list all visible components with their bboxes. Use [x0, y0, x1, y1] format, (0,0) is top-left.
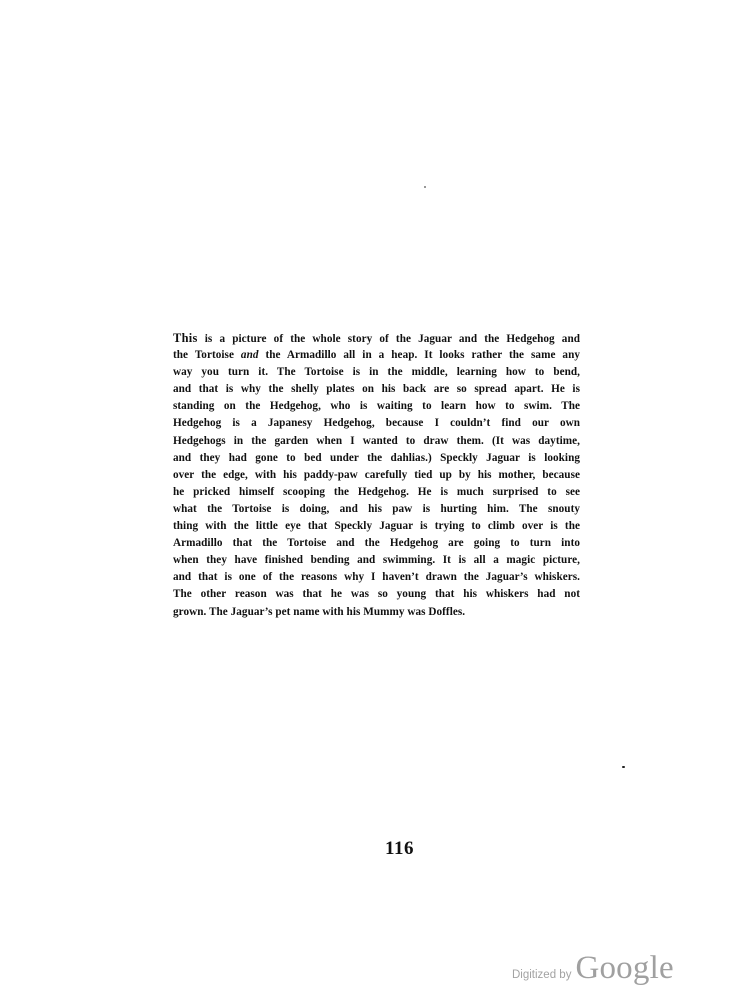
watermark-prefix: Digitized by — [512, 969, 572, 981]
text-line — [173, 364, 580, 381]
text-run: way you turn it. The Tortoise is in the middle, learning how to bend, — [173, 366, 580, 379]
text-line — [173, 586, 580, 603]
caption-paragraph — [173, 330, 580, 621]
text-line — [173, 347, 580, 364]
text-line — [173, 450, 580, 467]
google-logo: Google — [575, 950, 674, 986]
digitized-by-watermark — [512, 950, 674, 990]
text-run: when they have finished bending and swimming. It is all a magic picture, — [173, 554, 580, 567]
text-line — [173, 433, 580, 450]
text-line — [173, 501, 580, 518]
text-run: and that is one of the reasons why I haven’t drawn the Jaguar’s whiskers. — [173, 571, 580, 584]
text-line — [173, 415, 580, 432]
scan-speck — [622, 766, 625, 768]
text-run: and that is why the shelly plates on his back are so spread apart. He is — [173, 383, 580, 396]
text-run: is a picture of the whole story of the Jaguar and the Hedgehog and — [197, 333, 580, 345]
text-line — [173, 330, 580, 347]
scan-speck — [424, 186, 426, 188]
text-run: thing with the little eye that Speckly Jaguar is trying to climb over is the — [173, 520, 580, 533]
text-line — [173, 569, 580, 586]
text-line — [173, 604, 580, 621]
text-run: grown. The Jaguar’s pet name with his Mummy was Doffles. — [173, 605, 466, 618]
text-run: Armadillo that the Tortoise and the Hedgehog are going to turn into — [173, 537, 580, 550]
text-run: what the Tortoise is doing, and his paw is hurting him. The snouty — [173, 502, 580, 515]
text-run: the Tortoise — [173, 349, 241, 362]
text-line — [173, 535, 580, 552]
text-line — [173, 552, 580, 569]
text-run: The other reason was that he was so young that his whiskers had not — [173, 588, 580, 601]
text-line — [173, 381, 580, 398]
text-line — [173, 484, 580, 501]
text-line — [173, 518, 580, 535]
small-caps-word: This — [173, 331, 198, 345]
text-run: standing on the Hedgehog, who is waiting to learn how to swim. The — [173, 400, 580, 413]
text-run: the Armadillo all in a heap. It looks rather the same any — [258, 349, 580, 362]
text-run: and they had gone to bed under the dahlias.) Speckly Jaguar is looking — [173, 451, 580, 464]
text-run: Hedgehog is a Japanesy Hedgehog, because I couldn’t find our own — [173, 417, 580, 430]
text-line — [173, 398, 580, 415]
italic-word: and — [240, 349, 259, 362]
text-run: over the edge, with his paddy-paw carefully tied up by his mother, because — [173, 468, 580, 481]
text-run: Hedgehogs in the garden when I wanted to draw them. (It was daytime, — [173, 434, 580, 447]
text-line — [173, 467, 580, 484]
page-number: 116 — [385, 838, 414, 859]
text-run: he pricked himself scooping the Hedgehog. He is much surprised to see — [173, 485, 580, 498]
